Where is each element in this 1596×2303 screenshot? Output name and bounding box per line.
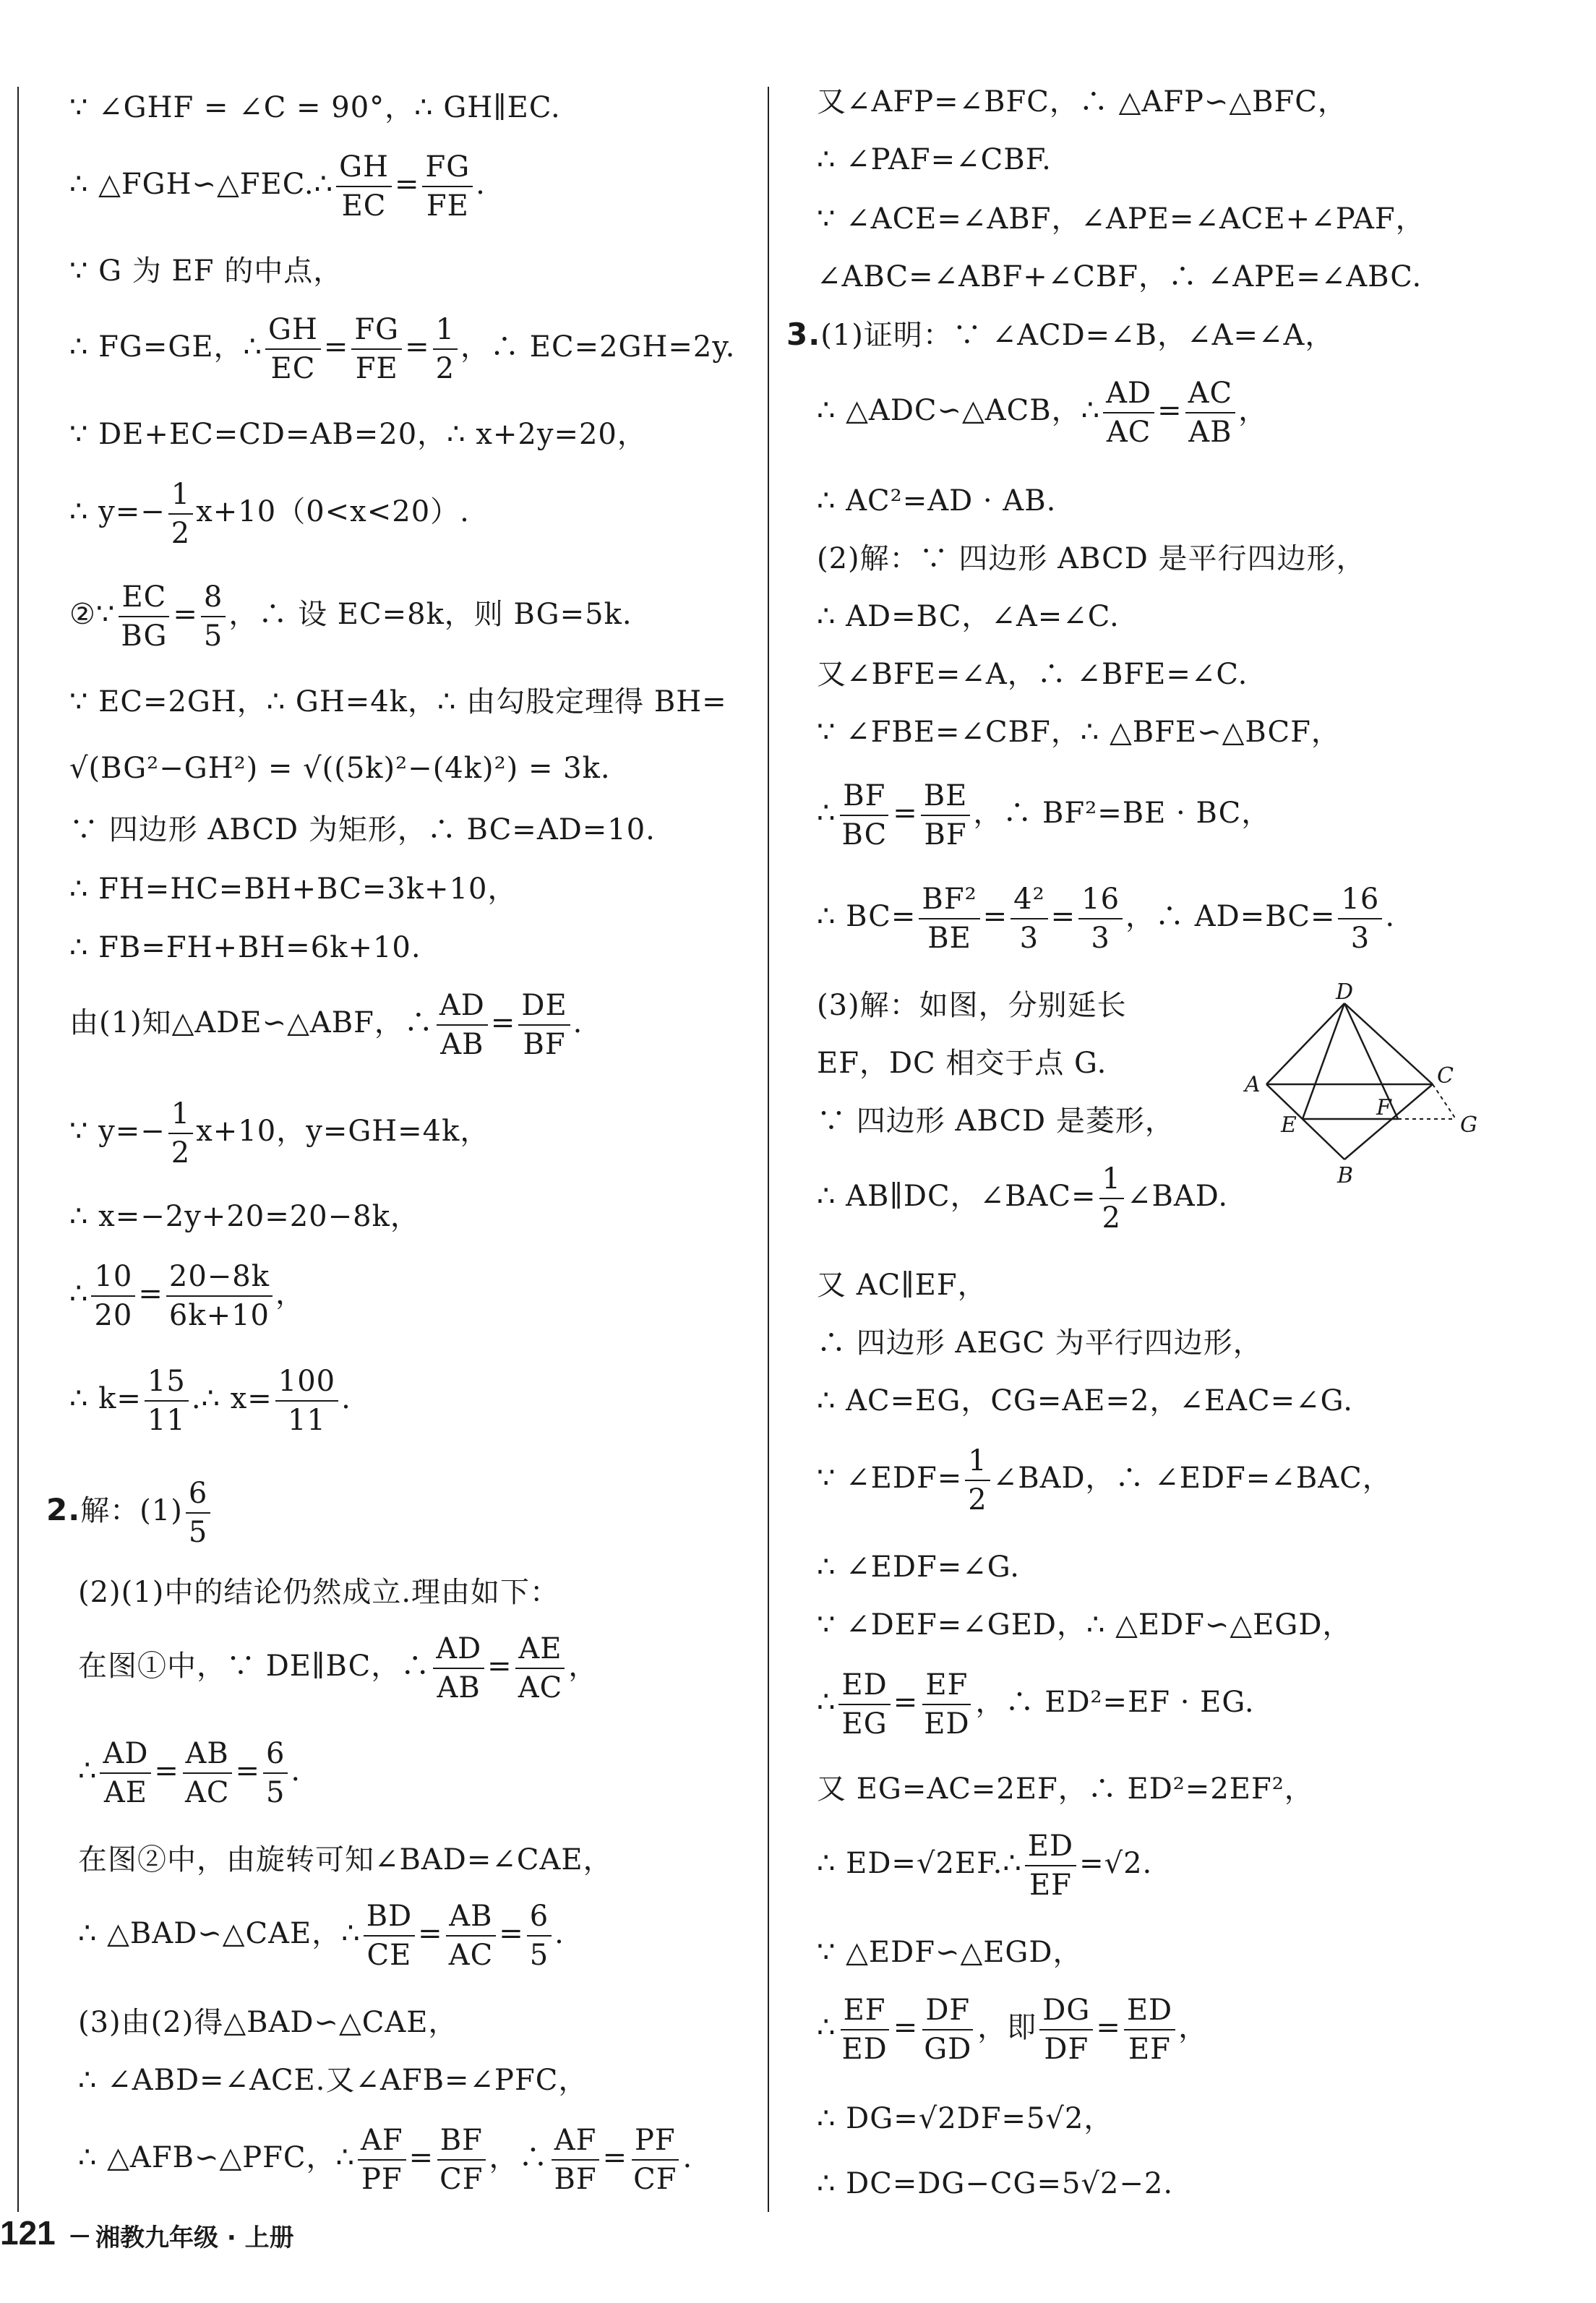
- text-line: ∴ △ADC∽△ACB，∴ $\frac{AD}{AC}$ = $\frac{AC}{AB}$ ，: [817, 374, 1268, 451]
- text-line: ∵ 四边形 ABCD 是菱形，: [817, 1105, 1175, 1138]
- text-line: ∵ ∠ACE=∠ABF，∠APE=∠ACE+∠PAF，: [817, 202, 1425, 236]
- text-line: ∠ABC=∠ABF+∠CBF，∴ ∠APE=∠ABC.: [817, 260, 1423, 293]
- question-3: 3.(1)证明：∵ ∠ACD=∠B，∠A=∠A，: [786, 317, 1335, 352]
- footer-dash: –: [70, 2214, 90, 2252]
- text-line: ∴ y=− $\frac{1}{2}$ x+10（0<x<20）.: [69, 476, 470, 552]
- label-A: A: [1245, 1072, 1261, 1097]
- text-line: ∵ DE+EC=CD=AB=20，∴ x+2y=20，: [69, 418, 647, 451]
- text-line: ∵ ∠DEF=∠GED，∴ △EDF∽△EGD，: [817, 1608, 1352, 1642]
- label-B: B: [1337, 1163, 1354, 1185]
- edge-AB: [1266, 1084, 1344, 1159]
- column-divider: [768, 87, 769, 2212]
- text-line: √(BG²−GH²) = √((5k)²−(4k)²) = 3k.: [69, 752, 611, 785]
- text-line: 又 EG=AC=2EF，∴ ED²=2EF²，: [817, 1772, 1314, 1806]
- text-line: ∴ $\frac{AD}{AE}$ = $\frac{AB}{AC}$ = $\frac{6}{5}$ .: [78, 1735, 301, 1811]
- text-line: (3)解：如图，分别延长: [817, 989, 1127, 1022]
- text-line: 又 AC∥EF，: [817, 1269, 987, 1302]
- text-line: ∴ △FGH∽△FEC.∴ $\frac{GH}{EC}$ = $\frac{FG}{FE}$ .: [69, 148, 486, 225]
- edge-DA: [1266, 1003, 1344, 1084]
- extension-CG: [1433, 1084, 1456, 1119]
- text-line: ∵ G 为 EF 的中点，: [69, 254, 343, 288]
- text-line: ∴ ∠EDF=∠G.: [817, 1551, 1020, 1584]
- label-E: E: [1281, 1112, 1297, 1138]
- text-line: 由(1)知△ADE∽△ABF，∴ $\frac{AD}{AB}$ = $\frac{DE}{BF}$ .: [69, 987, 583, 1063]
- text-line: ∵ ∠FBE=∠CBF，∴ △BFE∽△BCF，: [817, 716, 1341, 749]
- text-line: ∴ DC=DG−CG=5√2−2.: [817, 2167, 1174, 2200]
- text-line: ∴ FB=FH+BH=6k+10.: [69, 931, 421, 964]
- text-line: ∵ △EDF∽△EGD，: [817, 1936, 1083, 1969]
- page-number: 121 –: [0, 2214, 90, 2252]
- text-line: 又∠BFE=∠A，∴ ∠BFE=∠C.: [817, 658, 1248, 691]
- footer-book-title: 湘教九年级 · 上册: [95, 2223, 294, 2252]
- label-C: C: [1437, 1063, 1454, 1089]
- text-line: ∴ FG=GE，∴ $\frac{GH}{EC}$ = $\frac{FG}{FE}$ = $\frac{1}{2}$ ，∴ EC=2GH=2y.: [69, 311, 735, 387]
- text-line: ∴ BC= $\frac{\text{BF²}}{BE}$ = $\frac{\text{4²}}{3}$ = $\frac{16}{3}$ ，∴ AD=BC= $\frac{16}{3}$ .: [817, 880, 1395, 957]
- left-margin-rule: [17, 87, 19, 2212]
- text-line: ∴ 四边形 AEGC 为平行四边形，: [817, 1326, 1263, 1360]
- text-line: ∴ △AFB∽△PFC，∴ $\frac{AF}{PF}$ = $\frac{BF}{CF}$ ，∴ $\frac{AF}{BF}$ = $\frac{PF}{CF}$ .: [78, 2122, 692, 2198]
- text-line: ②∵ $\frac{EC}{BG}$ = $\frac{8}{5}$ ，∴ 设 EC=8k，则 BG=5k.: [69, 578, 632, 655]
- text-line: ∵ ∠GHF = ∠C = 90°，∴ GH∥EC.: [69, 91, 561, 124]
- text-line: ∴ $\frac{BF}{BC}$ = $\frac{BE}{BF}$ ，∴ BF²=BE · BC，: [817, 777, 1271, 854]
- text-line: ∴ ED=√2EF.∴ $\frac{ED}{EF}$ =√2.: [817, 1827, 1152, 1904]
- text-line: ∴ $\frac{EF}{ED}$ = $\frac{DF}{GD}$ ，即 $\frac{DG}{DF}$ = $\frac{ED}{EF}$ ，: [817, 1991, 1208, 2068]
- text-line: ∴ AC²=AD · AB.: [817, 484, 1057, 518]
- text-line: ∴ $\frac{ED}{EG}$ = $\frac{EF}{ED}$ ，∴ ED²=EF · EG.: [817, 1666, 1255, 1743]
- label-G: G: [1460, 1112, 1477, 1138]
- label-D: D: [1336, 983, 1354, 1005]
- text-line: (3)由(2)得△BAD∽△CAE，: [78, 2006, 458, 2039]
- text-line: (2)解：∵ 四边形 ABCD 是平行四边形，: [817, 542, 1366, 575]
- text-line: ∵ y=− $\frac{1}{2}$ x+10，y=GH=4k，: [69, 1095, 489, 1172]
- text-line: 在图②中，由旋转可知∠BAD=∠CAE，: [78, 1843, 613, 1877]
- text-line: ∴ AD=BC，∠A=∠C.: [817, 600, 1120, 633]
- segment-DE: [1303, 1003, 1344, 1119]
- text-line: ∴ △BAD∽△CAE，∴ $\frac{BD}{CE}$ = $\frac{AB}{AC}$ = $\frac{6}{5}$ .: [78, 1897, 565, 1974]
- text-line: ∴ FH=HC=BH+BC=3k+10，: [69, 872, 518, 906]
- text-line: ∴ x=−2y+20=20−8k，: [69, 1200, 420, 1233]
- text-line: ∴ k= $\frac{15}{11}$ .∴ x= $\frac{100}{11}$ .: [69, 1363, 351, 1439]
- edge-DC: [1344, 1003, 1433, 1084]
- label-F: F: [1376, 1095, 1391, 1120]
- text-line: ∴ DG=√2DF=5√2，: [817, 2102, 1114, 2135]
- text-line: ∴ ∠ABD=∠ACE.又∠AFB=∠PFC，: [78, 2064, 588, 2097]
- text-line: ∴ $\frac{10}{20}$ = $\frac{20-8k}{6k+10}$ ，: [69, 1258, 305, 1334]
- text-line: ∴ AC=EG，CG=AE=2，∠EAC=∠G.: [817, 1384, 1353, 1418]
- rhombus-figure: [1243, 983, 1489, 1185]
- text-line: ∴ ∠PAF=∠CBF.: [817, 143, 1052, 176]
- text-line: ∵ 四边形 ABCD 为矩形，∴ BC=AD=10.: [69, 813, 656, 846]
- text-line: ∵ EC=2GH，∴ GH=4k，∴ 由勾股定理得 BH=: [69, 685, 727, 719]
- text-line: 又∠AFP=∠BFC，∴ △AFP∽△BFC，: [817, 85, 1347, 119]
- question-2: 2.解：(1) $\frac{6}{5}$: [46, 1475, 213, 1551]
- text-line: ∵ ∠EDF= $\frac{1}{2}$ ∠BAD，∴ ∠EDF=∠BAC，: [817, 1442, 1392, 1519]
- text-line: ∴ AB∥DC，∠BAC= $\frac{1}{2}$ ∠BAD.: [817, 1160, 1228, 1237]
- text-line: 在图①中，∵ DE∥BC，∴ $\frac{AD}{AB}$ = $\frac{AE}{AC}$ ，: [78, 1630, 598, 1707]
- text-line: EF，DC 相交于点 G.: [817, 1047, 1107, 1080]
- text-line: (2)(1)中的结论仍然成立.理由如下：: [78, 1576, 560, 1609]
